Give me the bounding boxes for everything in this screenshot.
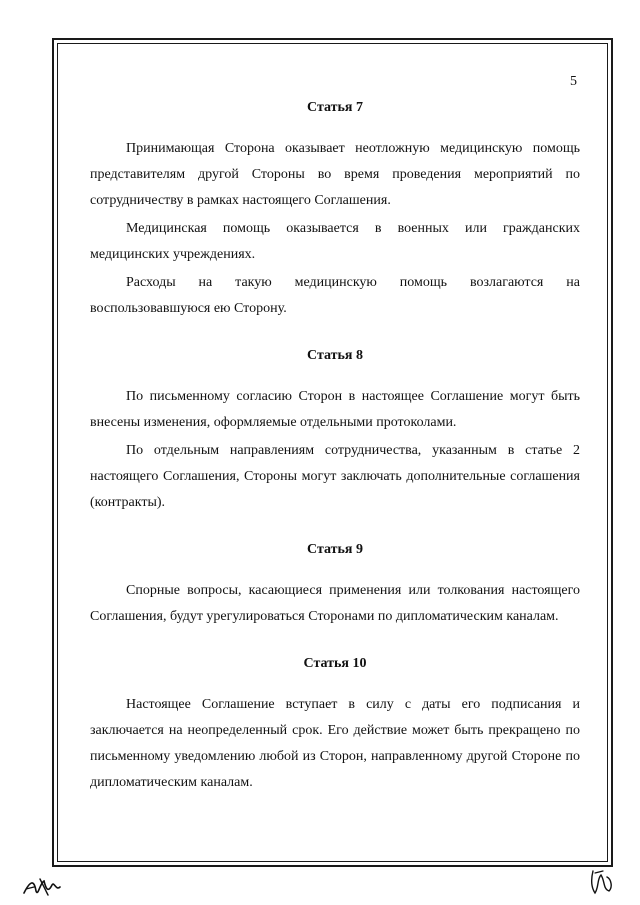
article-9-heading: Статья 9	[307, 542, 363, 557]
article-7-paragraph-3: Расходы на такую медицинскую помощь возлагаются на воспользовавшуюся ею Сторону.	[90, 275, 580, 316]
page-number: 5	[570, 74, 577, 89]
article-8-paragraph-2: По отдельным направлениям сотрудничества, указанным в статье 2 настоящего Соглашения, Стороны могут заключать дополнительные соглашения (контракты).	[90, 443, 580, 510]
article-8-paragraph-1: По письменному согласию Сторон в настоящее Соглашение могут быть внесены изменения, оформляемые отдельными протоколами.	[90, 389, 580, 430]
initials-signature-right	[587, 867, 617, 897]
article-10-heading: Статья 10	[303, 656, 367, 671]
article-9-paragraph-1: Спорные вопросы, касающиеся применения или толкования настоящего Соглашения, будут урегулироваться Сторонами по дипломатическим каналам.	[90, 583, 580, 624]
article-8-heading: Статья 8	[307, 348, 363, 363]
article-7-paragraph-1: Принимающая Сторона оказывает неотложную медицинскую помощь представителям другой Стороны во время проведения мероприятий по сотрудничеству в рамках настоящего Соглашения.	[90, 141, 580, 208]
article-7-heading: Статья 7	[307, 100, 363, 115]
article-7-paragraph-2: Медицинская помощь оказывается в военных или гражданских медицинских учреждениях.	[90, 221, 580, 262]
document-body	[90, 100, 580, 796]
article-10-paragraph-1: Настоящее Соглашение вступает в силу с даты его подписания и заключается на неопределенный срок. Его действие может быть прекращено по письменному уведомлению любой из Сторон, направленному другой Стороне по дипломатическим каналам.	[90, 697, 580, 790]
initials-signature-left	[22, 873, 68, 899]
